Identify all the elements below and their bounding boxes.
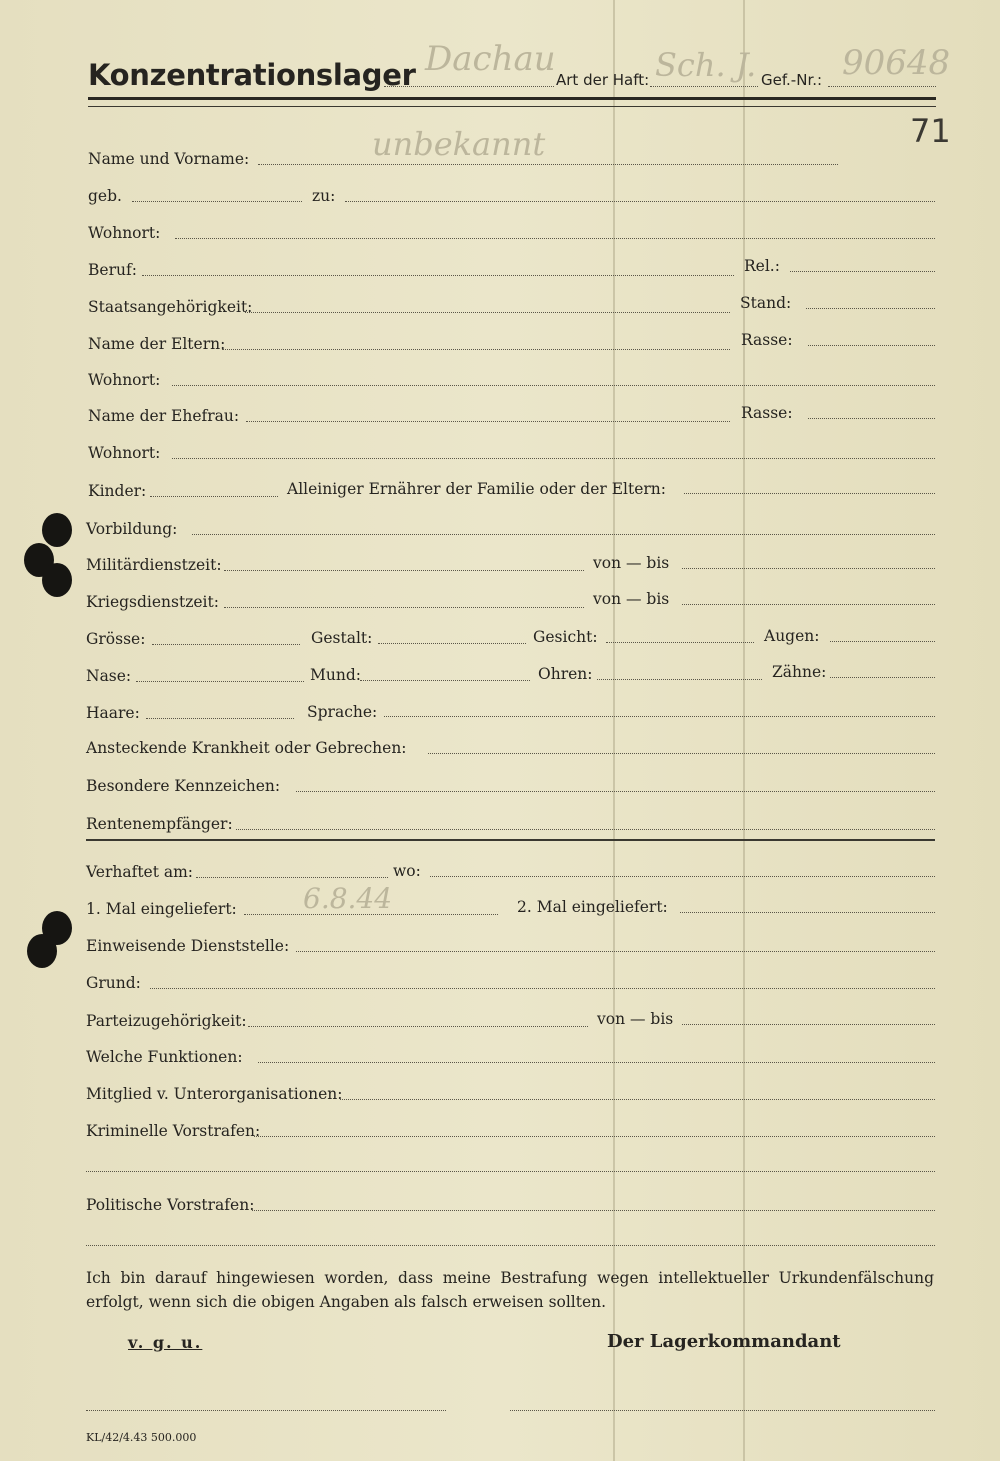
kriegsdienstzeit-line <box>224 607 584 608</box>
punch-hole <box>27 934 57 968</box>
zu-line <box>345 201 935 202</box>
geb-label: geb. <box>88 187 122 205</box>
staatsangehoerigkeit-line <box>245 312 730 313</box>
haft-label: Art der Haft: <box>556 71 650 89</box>
ernaehrer-line <box>684 493 935 494</box>
wohnort-eltern-line <box>172 385 935 386</box>
print-code: KL/42/4.43 500.000 <box>86 1431 197 1444</box>
rel-line <box>790 271 935 272</box>
header-rule <box>88 97 936 100</box>
wo-label: wo: <box>393 862 421 880</box>
kinder-line <box>150 496 278 497</box>
vorbildung-label: Vorbildung: <box>86 520 178 538</box>
gefnr-value: 90648 <box>842 43 951 83</box>
gefnr-line <box>828 86 936 87</box>
kinder-label: Kinder: <box>88 482 147 500</box>
zu-label: zu: <box>312 187 336 205</box>
punch-hole <box>42 563 72 597</box>
kriminelle-vorstrafen-label: Kriminelle Vorstrafen: <box>86 1122 261 1140</box>
politische-vorstrafen-label: Politische Vorstrafen: <box>86 1196 255 1214</box>
haare-line <box>146 718 294 719</box>
ehefrau-label: Name der Ehefrau: <box>88 407 240 425</box>
ohren-label: Ohren: <box>538 665 593 683</box>
funktionen-label: Welche Funktionen: <box>86 1048 243 1066</box>
wohnort-ehefrau-label: Wohnort: <box>88 444 161 462</box>
beruf-label: Beruf: <box>88 261 137 279</box>
haft-line <box>650 86 758 87</box>
parteizugehoerigkeit-line <box>248 1026 588 1027</box>
gesicht-label: Gesicht: <box>533 628 598 646</box>
wohnort-line <box>175 238 935 239</box>
verhaftet-label: Verhaftet am: <box>86 863 194 881</box>
mal2-label: 2. Mal eingeliefert: <box>517 898 668 916</box>
paper-fold-line <box>743 0 745 1461</box>
wohnort-eltern-label: Wohnort: <box>88 371 161 389</box>
gestalt-label: Gestalt: <box>311 629 373 647</box>
name-value: unbekannt <box>372 125 546 163</box>
politische-vorstrafen-line <box>252 1210 935 1211</box>
zaehne-label: Zähne: <box>772 663 827 681</box>
signature-line-prisoner <box>86 1410 446 1411</box>
groesse-line <box>152 644 300 645</box>
name-label: Name und Vorname: <box>88 150 250 168</box>
grund-line <box>150 988 935 989</box>
paper-fold-line <box>613 0 615 1461</box>
sprache-label: Sprache: <box>307 703 378 721</box>
card-number: 71 <box>910 112 951 150</box>
vgu-mark: v. g. u. <box>128 1333 203 1352</box>
kriegsdienstzeit-label: Kriegsdienstzeit: <box>86 593 219 611</box>
krankheit-line <box>428 753 935 754</box>
gestalt-line <box>378 643 526 644</box>
dienststelle-line <box>296 951 935 952</box>
rasse-label: Rasse: <box>741 331 793 349</box>
von-bis-label: von — bis <box>593 590 670 608</box>
wohnort-ehefrau-line <box>172 458 935 459</box>
mund-line <box>360 680 530 681</box>
militaerdienstzeit-label: Militärdienstzeit: <box>86 556 222 574</box>
nase-line <box>136 681 304 682</box>
kriminelle-vorstrafen-line <box>254 1136 935 1137</box>
parteizugehoerigkeit-label: Parteizugehörigkeit: <box>86 1012 247 1030</box>
rentenempfaenger-line <box>236 829 935 830</box>
beruf-line <box>142 275 734 276</box>
name-line <box>258 164 838 165</box>
nase-label: Nase: <box>86 667 132 685</box>
haare-label: Haare: <box>86 704 140 722</box>
staatsangehoerigkeit-label: Staatsangehörigkeit: <box>88 298 253 316</box>
von-bis-line <box>682 604 935 605</box>
funktionen-line <box>258 1062 935 1063</box>
stand-line <box>806 308 935 309</box>
rasse-ehefrau-line <box>808 418 935 419</box>
krankheit-label: Ansteckende Krankheit oder Gebrechen: <box>86 739 407 757</box>
punch-hole <box>42 513 72 547</box>
militaerdienstzeit-line <box>224 570 584 571</box>
eltern-label: Name der Eltern: <box>88 335 226 353</box>
header-rule <box>88 106 936 107</box>
declaration-text: Ich bin darauf hingewiesen worden, dass meine Bestrafung wegen intellektueller Urkundenfälschung erfolgt, wenn sich die obigen Angaben als falsch erweisen sollten. <box>86 1269 934 1311</box>
mal1-label: 1. Mal eingeliefert: <box>86 900 237 918</box>
gesicht-line <box>606 642 754 643</box>
mal2-line <box>680 912 935 913</box>
verhaftet-line <box>196 877 388 878</box>
sprache-line <box>384 716 935 717</box>
augen-label: Augen: <box>764 627 820 645</box>
mund-label: Mund: <box>310 666 361 684</box>
lagerkommandant-label: Der Lagerkommandant <box>607 1331 841 1352</box>
rel-label: Rel.: <box>744 257 780 275</box>
ehefrau-line <box>246 421 730 422</box>
von-bis-line <box>682 568 935 569</box>
politische-vorstrafen-line-2 <box>86 1245 935 1246</box>
rentenempfaenger-label: Rentenempfänger: <box>86 815 233 833</box>
rasse-ehefrau-label: Rasse: <box>741 404 793 422</box>
unterorganisationen-label: Mitglied v. Unterorganisationen: <box>86 1085 343 1103</box>
vorbildung-line <box>192 534 935 535</box>
form-title: Konzentrationslager <box>88 58 416 92</box>
lager-value: Dachau <box>425 39 556 79</box>
eltern-line <box>222 349 730 350</box>
zaehne-line <box>830 677 935 678</box>
von-bis-label: von — bis <box>597 1010 674 1028</box>
section-divider <box>86 839 935 841</box>
augen-line <box>830 641 935 642</box>
kennzeichen-label: Besondere Kennzeichen: <box>86 777 281 795</box>
lager-line <box>384 86 554 87</box>
groesse-label: Grösse: <box>86 630 146 648</box>
gefnr-label: Gef.-Nr.: <box>761 71 823 89</box>
wo-line <box>430 876 935 877</box>
grund-label: Grund: <box>86 974 141 992</box>
ohren-line <box>597 679 762 680</box>
mal1-value: 6.8.44 <box>303 882 393 915</box>
kennzeichen-line <box>296 791 935 792</box>
wohnort-label: Wohnort: <box>88 224 161 242</box>
von-bis-label: von — bis <box>593 554 670 572</box>
von-bis-line <box>682 1024 935 1025</box>
stand-label: Stand: <box>740 294 792 312</box>
kriminelle-vorstrafen-line-2 <box>86 1171 935 1172</box>
geb-line <box>132 201 302 202</box>
rasse-line <box>808 345 935 346</box>
ernaehrer-label: Alleiniger Ernährer der Familie oder der Eltern: <box>287 480 666 498</box>
dienststelle-label: Einweisende Dienststelle: <box>86 937 290 955</box>
haft-value: Sch. J. <box>655 46 757 84</box>
signature-line-kommandant <box>510 1410 935 1411</box>
unterorganisationen-line <box>340 1099 935 1100</box>
